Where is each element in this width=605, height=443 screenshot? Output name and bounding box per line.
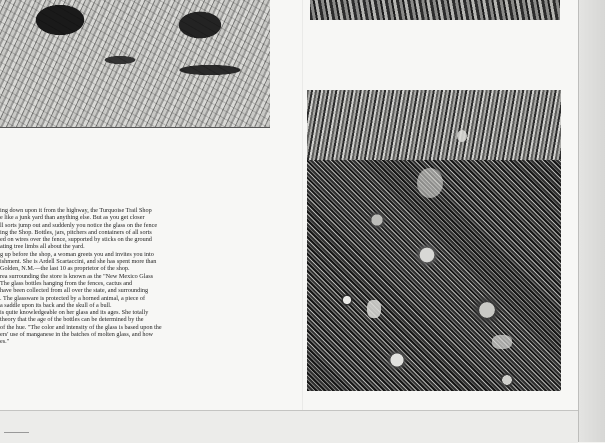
photo-bottle-garden <box>307 90 561 391</box>
article-line: Golden, N.M.—the last 10 as proprietor of the shop. <box>0 265 130 273</box>
article-line: a saddle upon its back and the skull of a bull. <box>0 301 112 309</box>
photo-highlight <box>457 130 467 142</box>
photo-highlight <box>417 168 443 198</box>
article-line: rea surrounding the store is known as the "New Mexico Glass <box>0 272 154 280</box>
page-crease <box>302 0 303 410</box>
photo-desert-ground <box>0 0 270 128</box>
article-line: ing the Shop. Bottles, jars, pitchers and containers of all sorts <box>0 228 152 236</box>
margin-mark <box>4 432 29 433</box>
article-line: have been collected from all over the state, and surrounding <box>0 287 149 295</box>
photo-highlight <box>367 300 381 318</box>
article-line: ers' use of manganese in the batches of molten glass, and how <box>0 331 154 339</box>
article-text <box>0 207 298 346</box>
article-line: ating tree limbs all about the yard. <box>0 243 85 251</box>
photo-background <box>307 90 561 160</box>
photo-highlight <box>492 335 512 349</box>
article-line: ishment. She is Ardell Scartaccini, and she has spent more than <box>0 258 157 266</box>
article-line: is quite knowledgeable on her glass and its ages. She totally <box>0 309 149 317</box>
article-line: g up before the shop, a woman greets you and invites you into <box>0 250 154 258</box>
article-line: of the hue. "The color and intensity of the glass is based upon the <box>0 323 162 331</box>
article-line: e like a junk yard than anything else. But as you get closer <box>0 214 145 222</box>
article-line: ing down upon it from the highway, the Turquoise Trail Shop <box>0 207 152 214</box>
article-line: es." <box>0 338 10 346</box>
article-line: ed on wires over the fence, supported by sticks on the ground <box>0 236 152 244</box>
article-line: theory that the age of the bottles can be determined by the <box>0 316 144 324</box>
page-bottom-edge <box>0 410 578 443</box>
article-line: The glass bottles hanging from the fences, cactus and <box>0 279 133 287</box>
page-right-edge <box>578 0 605 442</box>
article-line: . The glassware is protected by a horned animal, a piece of <box>0 294 146 302</box>
article-line: ll sorts jump out and suddenly you notice the glass on the fence <box>0 221 158 229</box>
photo-top-strip <box>310 0 560 20</box>
